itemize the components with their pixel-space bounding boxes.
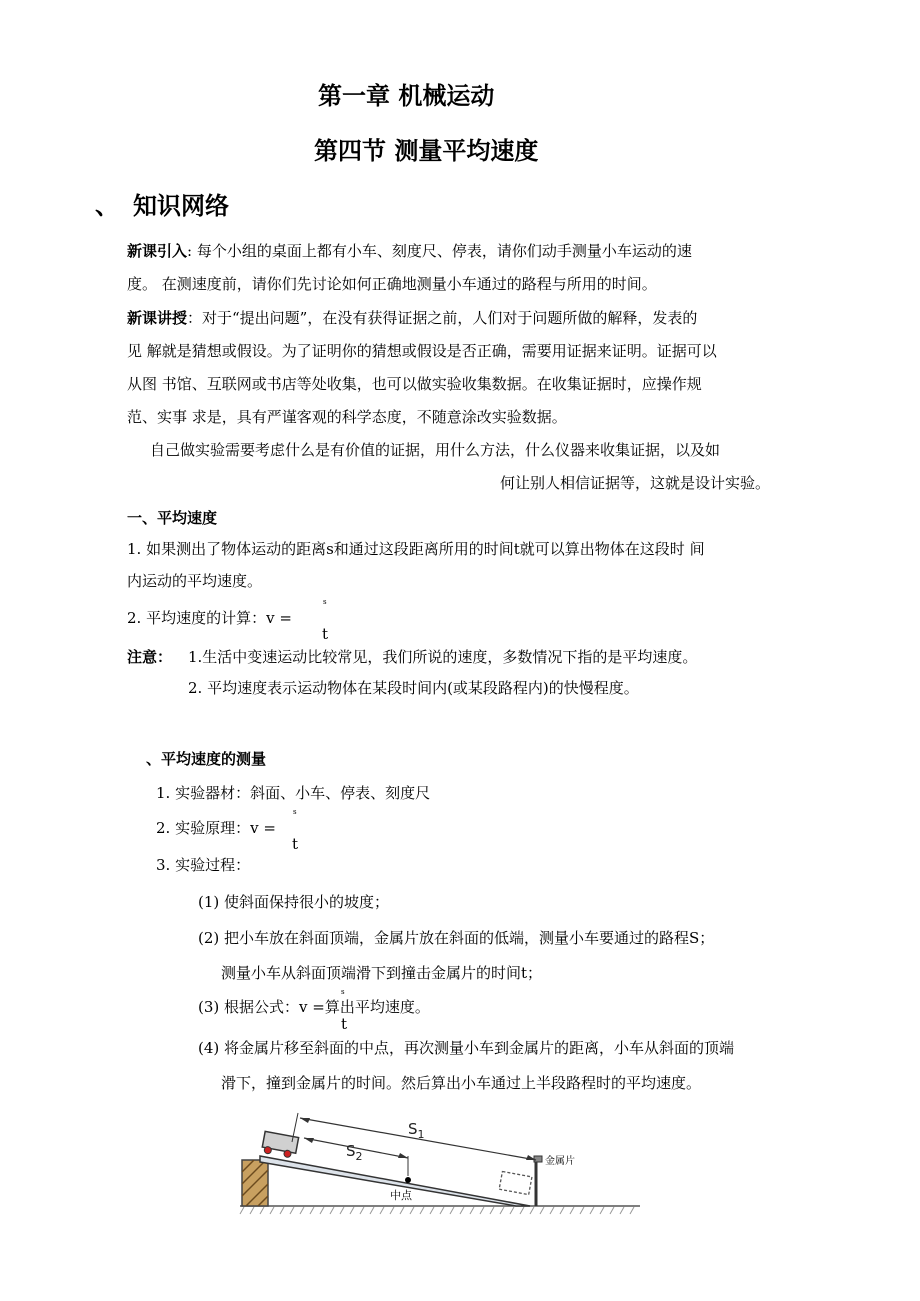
measure-item-3: 3. 实验过程： bbox=[156, 856, 251, 874]
ground-hatching bbox=[240, 1207, 634, 1214]
lecture-label: 新课讲授 bbox=[127, 309, 188, 327]
s1-label: $S_1$ bbox=[408, 1120, 425, 1141]
step-4-line-1: (4) 将金属片移至斜面的中点，再次测量小车到金属片的距离，小车从斜面的顶端 bbox=[198, 1039, 735, 1057]
step-3-formula-denominator: t bbox=[341, 1015, 348, 1033]
knowledge-heading: 知识网络 bbox=[133, 192, 229, 220]
step-4-line-2: 滑下，撞到金属片的时间。然后算出小车通过上半段路程时的平均速度。 bbox=[221, 1074, 702, 1092]
lecture-line-3: 从图 书馆、互联网或书店等处收集，也可以做实验收集数据。在收集证据时，应操作规 bbox=[127, 375, 702, 393]
note-2: 2. 平均速度表示运动物体在某段时间内(或某段路程内)的快慢程度。 bbox=[188, 679, 639, 697]
incline-diagram bbox=[230, 1110, 650, 1222]
measure-formula-denominator: t bbox=[292, 835, 299, 853]
measure-item-1: 1. 实验器材：斜面、小车、停表、刻度尺 bbox=[156, 784, 431, 802]
step-2-line-1: (2) 把小车放在斜面顶端，金属片放在斜面的低端，测量小车要通过的路程S； bbox=[198, 929, 715, 947]
avg-speed-formula-numerator: s bbox=[323, 598, 327, 606]
step-3-post: 算出平均速度。 bbox=[324, 998, 430, 1016]
avg-speed-item-1-line-1: 1. 如果测出了物体运动的距离s和通过这段距离所用的时间t就可以算出物体在这段时 间 bbox=[127, 540, 705, 558]
metal-sheet-label: 金属片 bbox=[545, 1156, 575, 1167]
lecture-line-4: 范、实事 求是，具有严谨客观的科学态度，不随意涂改实验数据。 bbox=[127, 408, 567, 426]
avg-speed-formula-denominator: t bbox=[322, 625, 329, 643]
lecture-line-1 bbox=[127, 309, 697, 327]
step-1: (1) 使斜面保持很小的坡度； bbox=[198, 893, 390, 911]
note-label: 注意： bbox=[127, 648, 173, 666]
avg-speed-item-1-line-2: 内运动的平均速度。 bbox=[127, 572, 263, 590]
measure-item-2: 2. 实验原理：v = bbox=[156, 819, 276, 837]
midpoint-dot bbox=[405, 1177, 411, 1183]
measure-heading: 、平均速度的测量 bbox=[146, 750, 267, 768]
intro-text-1: : 每个小组的桌面上都有小车、刻度尺、停表，请你们动手测量小车运动的速 bbox=[187, 242, 692, 260]
intro-line-1 bbox=[127, 242, 692, 260]
note-1: 1.生活中变速运动比较常见，我们所说的速度，多数情况下指的是平均速度。 bbox=[188, 648, 698, 666]
lecture-line-6: 何让别人相信证据等，这就是设计实验。 bbox=[500, 474, 771, 492]
intro-line-2: 度。 在测速度前，请你们先讨论如何正确地测量小车通过的路程与所用的时间。 bbox=[127, 275, 657, 293]
lecture-line-2: 见 解就是猜想或假设。为了证明你的猜想或假设是否正确，需要用证据来证明。证据可以 bbox=[127, 342, 717, 360]
lecture-line-5: 自己做实验需要考虑什么是有价值的证据，用什么方法，什么仪器来收集证据，以及如 bbox=[150, 441, 721, 459]
step-3 bbox=[198, 998, 430, 1016]
knowledge-bullet: 、 bbox=[95, 192, 119, 220]
step-3-pre: (3) 根据公式：v = bbox=[198, 998, 325, 1016]
avg-speed-item-2: 2. 平均速度的计算：v = bbox=[127, 609, 292, 627]
section-title: 第四节 测量平均速度 bbox=[314, 137, 539, 165]
car-end-position bbox=[499, 1171, 532, 1194]
measure-formula-numerator: s bbox=[293, 808, 297, 816]
chapter-title: 第一章 机械运动 bbox=[318, 82, 495, 110]
midpoint-label: 中点 bbox=[390, 1189, 412, 1202]
lecture-text-1: ：对于“提出问题”，在没有获得证据之前，人们对于问题所做的解释，发表的 bbox=[187, 309, 698, 327]
s2-label: $S_2$ bbox=[346, 1142, 363, 1163]
step-3-formula-numerator: s bbox=[341, 988, 345, 996]
step-2-line-2: 测量小车从斜面顶端滑下到撞击金属片的时间t； bbox=[221, 964, 543, 982]
avg-speed-heading: 一、平均速度 bbox=[127, 509, 218, 527]
intro-label: 新课引入 bbox=[127, 242, 188, 260]
